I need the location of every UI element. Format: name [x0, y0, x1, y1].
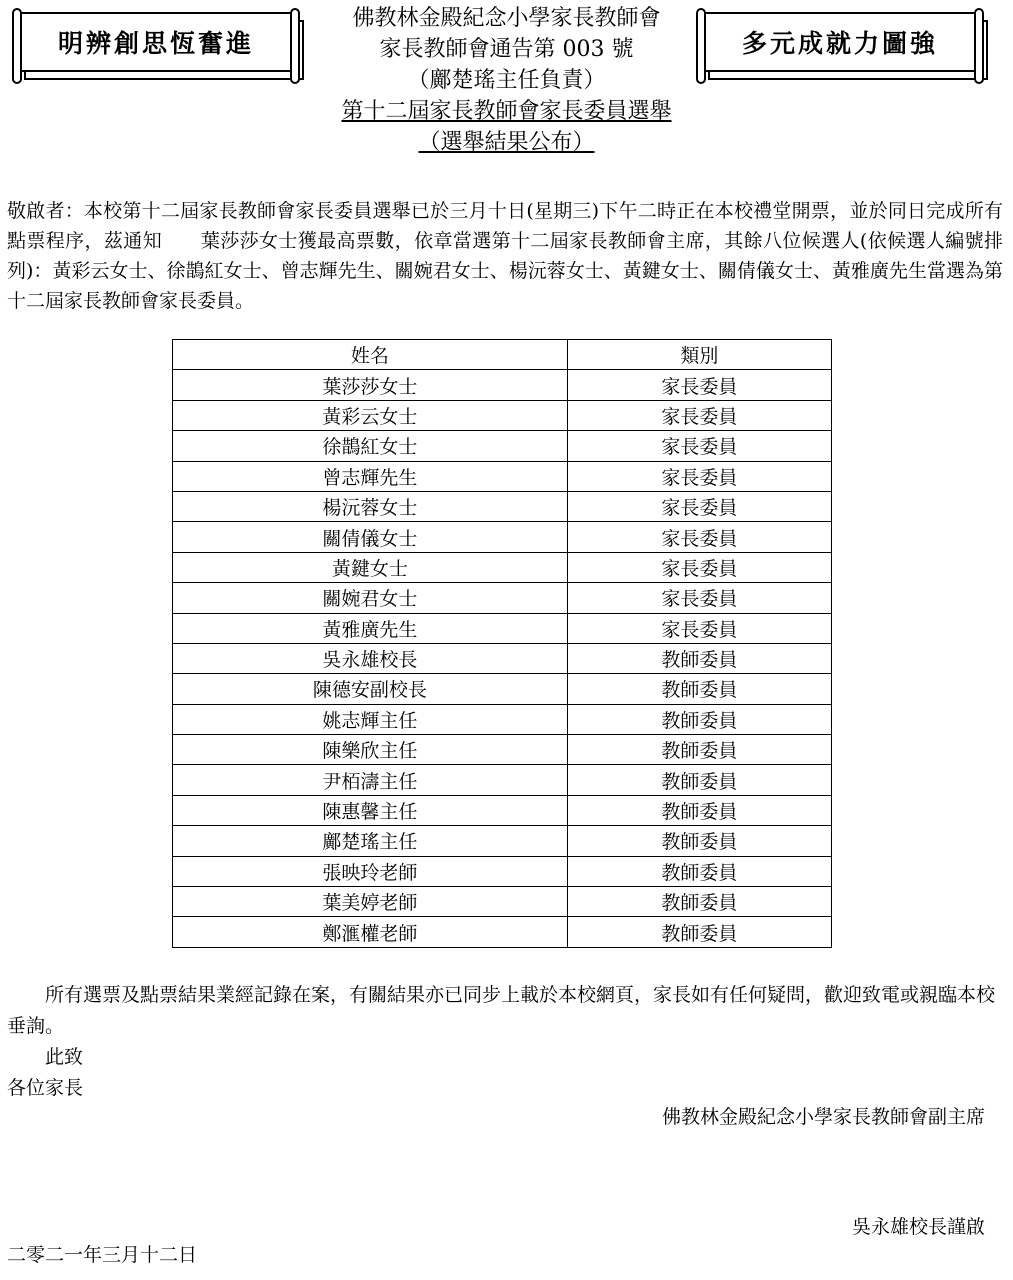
member-name: 陳德安副校長: [173, 674, 568, 704]
member-category: 家長委員: [567, 370, 831, 400]
member-category: 教師委員: [567, 765, 831, 795]
table-row: [173, 643, 832, 673]
table-row: [173, 826, 832, 856]
motto-right-text: 多元成就力圖強: [741, 29, 938, 58]
member-category: 家長委員: [567, 583, 831, 613]
name-column-header: 姓名: [173, 340, 568, 370]
member-name: 葉美婷老師: [173, 887, 568, 917]
vice-chair-signature: 佛教林金殿紀念小學家長教師會副主席: [661, 1106, 985, 1128]
member-name: 曾志輝先生: [173, 461, 568, 491]
member-category: 家長委員: [567, 613, 831, 643]
recipient: 各位家長: [7, 1077, 84, 1099]
member-category: 教師委員: [567, 704, 831, 734]
closing-paragraph: 所有選票及點票結果業經記錄在案，有關結果亦已同步上載於本校網頁，家長如有任何疑問，歡迎致電或親臨本校垂詢。: [7, 984, 996, 1037]
member-name: 張映玲老師: [173, 856, 568, 886]
notice-title: 第十二屆家長教師會家長委員選舉: [341, 99, 672, 124]
table-row: [173, 583, 832, 613]
table-row: [173, 461, 832, 491]
member-name: 徐鵲紅女士: [173, 431, 568, 461]
table-row: [173, 613, 832, 643]
member-name: 楊沅蓉女士: [173, 491, 568, 521]
results-table: [172, 339, 832, 948]
notice-header: [290, 3, 723, 158]
member-name: 鄭滙權老師: [173, 917, 568, 947]
member-category: 家長委員: [567, 522, 831, 552]
table-row: [173, 400, 832, 430]
table-row: [173, 887, 832, 917]
member-name: 葉莎莎女士: [173, 370, 568, 400]
member-name: 姚志輝主任: [173, 704, 568, 734]
intro-paragraph: 敬啟者：本校第十二屆家長教師會家長委員選舉已於三月十日(星期三)下午二時正在本校禮堂開票，並於同日完成所有點票程序，茲通知 葉莎莎女士獲最高票數，依章當選第十二屆家長教師會主席，其餘八位候選人(依候選人編號排列)：黃彩云女士、徐鵲紅女士、曾志輝先生、關婉君女士、楊沅蓉女士、黃鍵女士、關倩儀女士、黃雅廣先生當選為第十二屆家長教師會家長委員。: [7, 200, 1003, 312]
table-row: [173, 431, 832, 461]
member-category: 教師委員: [567, 917, 831, 947]
member-category: 教師委員: [567, 643, 831, 673]
table-row: [173, 674, 832, 704]
member-name: 鄺楚瑤主任: [173, 826, 568, 856]
table-row: [173, 735, 832, 765]
table-row: [173, 704, 832, 734]
member-category: 家長委員: [567, 552, 831, 582]
notice-date: 二零二一年三月十二日: [7, 1244, 198, 1266]
scroll-roll-right: [974, 8, 984, 84]
table-row: [173, 491, 832, 521]
table-header-row: [173, 340, 832, 370]
table-row: [173, 795, 832, 825]
table-row: [173, 765, 832, 795]
notice-subtitle: （選舉結果公布）: [418, 130, 595, 155]
member-category: 家長委員: [567, 491, 831, 521]
category-column-header: 類別: [567, 340, 831, 370]
motto-right-scroll: [700, 12, 980, 72]
scroll-roll-left: [12, 8, 22, 84]
member-name: 陳樂欣主任: [173, 735, 568, 765]
member-name: 尹栢濤主任: [173, 765, 568, 795]
principal-signature: 吳永雄校長謹啟: [851, 1216, 985, 1238]
table-row: [173, 522, 832, 552]
member-category: 教師委員: [567, 887, 831, 917]
school-pta-name: 佛教林金殿紀念小學家長教師會: [352, 6, 661, 31]
table-row: [173, 370, 832, 400]
table-row: [173, 917, 832, 947]
notice-number: 家長教師會通告第 003 號: [379, 37, 634, 62]
member-name: 黃鍵女士: [173, 552, 568, 582]
member-category: 教師委員: [567, 674, 831, 704]
member-name: 吳永雄校長: [173, 643, 568, 673]
member-name: 黃雅廣先生: [173, 613, 568, 643]
member-name: 關倩儀女士: [173, 522, 568, 552]
member-category: 教師委員: [567, 856, 831, 886]
responsible-person: （鄺楚瑤主任負責）: [407, 68, 606, 93]
member-category: 家長委員: [567, 431, 831, 461]
table-row: [173, 552, 832, 582]
member-category: 教師委員: [567, 735, 831, 765]
member-category: 教師委員: [567, 795, 831, 825]
member-category: 教師委員: [567, 826, 831, 856]
table-row: [173, 856, 832, 886]
motto-left-text: 明辨創思恆奮進: [57, 29, 254, 58]
member-name: 關婉君女士: [173, 583, 568, 613]
motto-left-scroll: [16, 12, 296, 72]
member-name: 黃彩云女士: [173, 400, 568, 430]
member-category: 家長委員: [567, 400, 831, 430]
member-category: 家長委員: [567, 461, 831, 491]
closing-section: [7, 980, 1003, 1104]
member-name: 陳惠馨主任: [173, 795, 568, 825]
salutation: 此致: [7, 1046, 84, 1068]
